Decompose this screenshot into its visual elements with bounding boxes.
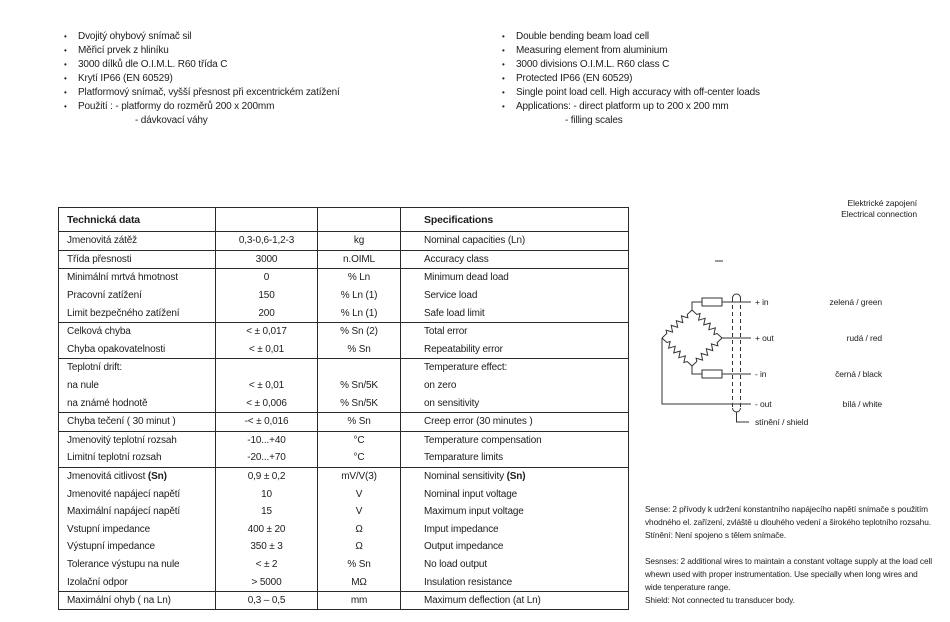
table-cell-spec: Output impedance bbox=[401, 538, 629, 556]
table-cell-spec: on zero bbox=[401, 377, 629, 395]
feature-item bbox=[60, 44, 340, 58]
feature-item bbox=[498, 30, 760, 44]
footnote-cz bbox=[645, 503, 950, 542]
table-row bbox=[59, 322, 629, 340]
bullet-icon: • bbox=[64, 102, 67, 111]
terminal-labels bbox=[755, 297, 809, 427]
bullet-icon: • bbox=[502, 102, 505, 111]
table-cell-unit: V bbox=[318, 503, 401, 521]
table-cell-spec: Maximum input voltage bbox=[401, 503, 629, 521]
table-cell-name: Jmenovitý teplotní rozsah bbox=[59, 431, 216, 449]
feature-item bbox=[60, 58, 340, 72]
table-row bbox=[59, 556, 629, 574]
table-cell-unit: % Ln bbox=[318, 269, 401, 287]
feature-item bbox=[60, 86, 340, 100]
terminal-minus-out: - out bbox=[755, 399, 772, 409]
feature-item-label: Dvojitý ohybový snímač sil bbox=[78, 31, 192, 42]
bullet-icon: • bbox=[502, 88, 505, 97]
table-cell-name: na nule bbox=[67, 380, 99, 392]
table-cell-spec: Nominal sensitivity (Sn) bbox=[401, 467, 629, 485]
table-cell-name: Jmenovitá citlivost (Sn) bbox=[59, 467, 216, 485]
cable-bottom-arc bbox=[733, 408, 741, 412]
feature-list-cz bbox=[60, 30, 340, 128]
table-cell-value: 10 bbox=[216, 485, 318, 503]
table-cell-name: Minimální mrtvá hmotnost bbox=[59, 269, 216, 287]
table-row bbox=[59, 359, 629, 377]
table-cell-name: Celková chyba bbox=[59, 322, 216, 340]
feature-item-label: Platformový snímač, vyšší přesnost při excentrickém zatížení bbox=[78, 87, 340, 98]
table-header-specifications: Specifications bbox=[401, 208, 629, 232]
table-cell-value: 0,3 – 0,5 bbox=[216, 591, 318, 610]
table-cell-spec: on sensitivity bbox=[401, 394, 629, 412]
feature-item-label: Double bending beam load cell bbox=[516, 31, 649, 42]
footnotes bbox=[645, 503, 950, 607]
table-cell-name: Vstupní impedance bbox=[67, 523, 151, 535]
table-row bbox=[59, 287, 629, 305]
bridge-resistor-top-right bbox=[692, 310, 722, 338]
table-cell-name: Teplotní drift: bbox=[59, 359, 216, 377]
table-cell-spec: Nominal input voltage bbox=[401, 485, 629, 503]
table-cell-unit: % Ln (1) bbox=[318, 304, 401, 322]
table-cell-value: < ± 0,01 bbox=[216, 377, 318, 395]
note-line: wide tenperature range. bbox=[645, 582, 731, 592]
table-cell-spec: Accuracy class bbox=[401, 250, 629, 269]
feature-item bbox=[60, 114, 340, 128]
table-header-values-empty bbox=[216, 208, 318, 232]
table-row bbox=[59, 573, 629, 591]
note-line: Sense: 2 přívody k udržení konstantního napájecího napětí snímače s použitím bbox=[645, 504, 928, 514]
table-cell-name: Izolační odpor bbox=[67, 576, 128, 588]
table-cell-spec: Insulation resistance bbox=[401, 573, 629, 591]
table-cell-value: 0,3-0,6-1,2-3 bbox=[216, 232, 318, 251]
table-cell-spec: Temparature limits bbox=[401, 449, 629, 467]
connection-title-en: Electrical connection bbox=[841, 209, 917, 219]
feature-item-label: Použití : - platformy do rozměrů 200 x 200mm bbox=[78, 101, 275, 112]
wire-color-black: černá / black bbox=[835, 369, 882, 379]
feature-item bbox=[498, 86, 760, 100]
table-cell-value: 15 bbox=[216, 503, 318, 521]
bullet-icon: • bbox=[502, 60, 505, 69]
table-cell-unit: Ω bbox=[318, 538, 401, 556]
table-cell-unit: °C bbox=[318, 431, 401, 449]
table-cell-value: 0,9 ± 0,2 bbox=[216, 467, 318, 485]
feature-item bbox=[498, 72, 760, 86]
table-cell-spec: Minimum dead load bbox=[401, 269, 629, 287]
table-cell-spec: Temperature compensation bbox=[401, 431, 629, 449]
bullet-icon: • bbox=[502, 74, 505, 83]
table-cell-value: 3000 bbox=[216, 250, 318, 269]
table-cell-name: Jmenovitá zátěž bbox=[59, 232, 216, 251]
table-cell-spec: Imput impedance bbox=[401, 521, 629, 539]
feature-item bbox=[498, 44, 760, 58]
table-cell-spec: Total error bbox=[401, 322, 629, 340]
feature-item bbox=[498, 114, 760, 128]
table-cell-unit: % Sn bbox=[318, 341, 401, 359]
note-line: whewn used with proper instrumentation. Use specially when long wires and bbox=[645, 569, 918, 579]
wire-color-red: rudá / red bbox=[846, 333, 882, 343]
table-cell-value: 200 bbox=[216, 304, 318, 322]
table-cell-name: Třída přesnosti bbox=[59, 250, 216, 269]
table-cell-value: < ± 0,01 bbox=[216, 341, 318, 359]
feature-item-label: - filling scales bbox=[565, 115, 623, 126]
bridge-resistor-bottom-right bbox=[692, 338, 722, 366]
bullet-icon: • bbox=[502, 32, 505, 41]
table-cell-spec: Maximum deflection (at Ln) bbox=[401, 591, 629, 610]
bridge-resistor-top-left bbox=[662, 310, 692, 338]
feature-item bbox=[60, 30, 340, 44]
compensation-resistor-bottom bbox=[702, 370, 722, 378]
feature-item-label: 3000 dílků dle O.I.M.L. R60 třída C bbox=[78, 59, 228, 70]
table-cell-name: Limit bezpečného zatížení bbox=[67, 307, 180, 319]
table-cell-unit: % Sn bbox=[318, 556, 401, 574]
feature-item bbox=[60, 72, 340, 86]
table-cell-name: Výstupní impedance bbox=[67, 541, 155, 553]
terminal-minus-in: - in bbox=[755, 369, 767, 379]
terminal-shield: stínění / shield bbox=[755, 417, 809, 427]
table-cell-value: -20...+70 bbox=[216, 449, 318, 467]
table-row bbox=[59, 412, 629, 431]
feature-item-label: Protected IP66 (EN 60529) bbox=[516, 73, 633, 84]
feature-item bbox=[498, 58, 760, 72]
table-cell-unit: Ω bbox=[318, 521, 401, 539]
table-header-units-empty bbox=[318, 208, 401, 232]
connection-title-cz: Elektrické zapojení bbox=[847, 198, 917, 208]
table-cell-spec: Safe load limit bbox=[401, 304, 629, 322]
table-row bbox=[59, 341, 629, 359]
cable-top-arc bbox=[733, 294, 741, 298]
table-cell-unit: mm bbox=[318, 591, 401, 610]
table-cell-spec: Nominal capacities (Ln) bbox=[401, 232, 629, 251]
table-cell-name: Jmenovité napájecí napětí bbox=[67, 488, 180, 500]
wire-shield bbox=[737, 412, 750, 422]
bullet-icon: • bbox=[64, 88, 67, 97]
table-cell-spec: No load output bbox=[401, 556, 629, 574]
table-cell-value: < ± 2 bbox=[216, 556, 318, 574]
feature-item-label: 3000 divisions O.I.M.L. R60 class C bbox=[516, 59, 670, 70]
terminal-plus-in: + in bbox=[755, 297, 769, 307]
table-row bbox=[59, 449, 629, 467]
table-row bbox=[59, 503, 629, 521]
table-cell-value: 150 bbox=[216, 287, 318, 305]
wiring-diagram bbox=[645, 250, 945, 435]
connection-title bbox=[841, 198, 917, 220]
bullet-icon: • bbox=[64, 74, 67, 83]
table-row bbox=[59, 269, 629, 287]
bridge-resistor-bottom-left bbox=[662, 338, 692, 366]
table-cell-spec: Repeatability error bbox=[401, 341, 629, 359]
table-cell-unit: V bbox=[318, 485, 401, 503]
table-cell-unit bbox=[318, 359, 401, 377]
table-cell-value bbox=[216, 359, 318, 377]
feature-item-label: - dávkovací váhy bbox=[135, 115, 208, 126]
table-cell-name: Tolerance výstupu na nule bbox=[67, 558, 180, 570]
bridge-circuit bbox=[662, 261, 751, 422]
table-cell-value: -< ± 0,016 bbox=[216, 412, 318, 431]
table-cell-name: Maximální napájecí napětí bbox=[67, 506, 180, 518]
bullet-icon: • bbox=[502, 46, 505, 55]
table-cell-value: < ± 0,017 bbox=[216, 322, 318, 340]
table-row bbox=[59, 394, 629, 412]
table-header-row bbox=[59, 208, 629, 232]
table-cell-spec: Service load bbox=[401, 287, 629, 305]
table-cell-spec: Creep error (30 minutes ) bbox=[401, 412, 629, 431]
table-cell-name: na známé hodnotě bbox=[67, 397, 148, 409]
wire-color-labels bbox=[830, 297, 883, 409]
feature-item-label: Měřicí prvek z hliníku bbox=[78, 45, 169, 56]
feature-item-label: Single point load cell. High accuracy with off-center loads bbox=[516, 87, 760, 98]
feature-item-label: Measuring element from aluminium bbox=[516, 45, 668, 56]
table-cell-unit: % Sn/5K bbox=[318, 394, 401, 412]
table-row bbox=[59, 232, 629, 251]
table-row bbox=[59, 377, 629, 395]
bullet-icon: • bbox=[64, 32, 67, 41]
table-cell-unit: °C bbox=[318, 449, 401, 467]
bullet-icon: • bbox=[64, 46, 67, 55]
note-line: Sesnses: 2 additional wires to maintain a constant voltage supply at the load cell bbox=[645, 556, 932, 566]
table-cell-value: -10...+40 bbox=[216, 431, 318, 449]
table-cell-name: Pracovní zatížení bbox=[67, 290, 142, 302]
bullet-icon: • bbox=[64, 60, 67, 69]
note-line: vhodného el. zařízení, zvláště u dlouhého vedení a širokého teplotního rozsahu. bbox=[645, 517, 931, 527]
spec-table bbox=[58, 207, 629, 610]
terminal-plus-out: + out bbox=[755, 333, 774, 343]
table-cell-value: 0 bbox=[216, 269, 318, 287]
wire-color-green: zelená / green bbox=[829, 297, 882, 307]
table-cell-unit: n.OIML bbox=[318, 250, 401, 269]
note-line: Shield: Not connected tu transducer body. bbox=[645, 595, 795, 605]
table-row bbox=[59, 521, 629, 539]
footnote-en bbox=[645, 555, 950, 607]
table-cell-name: Limitní teplotní rozsah bbox=[67, 452, 162, 464]
table-cell-unit: kg bbox=[318, 232, 401, 251]
table-cell-value: < ± 0,006 bbox=[216, 394, 318, 412]
table-cell-unit: % Sn/5K bbox=[318, 377, 401, 395]
wire-color-white: bílá / white bbox=[842, 399, 882, 409]
table-row bbox=[59, 467, 629, 485]
spec-table-body bbox=[59, 232, 629, 610]
note-line: Stínění: Není spojeno s tělem snímače. bbox=[645, 530, 787, 540]
compensation-resistor-top bbox=[702, 298, 722, 306]
footnote-gap bbox=[645, 542, 950, 555]
feature-list-en bbox=[498, 30, 760, 128]
feature-item bbox=[60, 100, 340, 114]
table-cell-name: Chyba tečení ( 30 minut ) bbox=[59, 412, 216, 431]
table-row bbox=[59, 431, 629, 449]
table-cell-unit: mV/V(3) bbox=[318, 467, 401, 485]
feature-item bbox=[498, 100, 760, 114]
table-cell-name: Chyba opakovatelnosti bbox=[67, 343, 166, 355]
table-header-technicka-data: Technická data bbox=[67, 213, 140, 226]
table-cell-unit: % Ln (1) bbox=[318, 287, 401, 305]
table-cell-spec: Temperature effect: bbox=[401, 359, 629, 377]
table-row bbox=[59, 591, 629, 610]
table-cell-value: > 5000 bbox=[216, 573, 318, 591]
table-row bbox=[59, 485, 629, 503]
table-cell-value: 350 ± 3 bbox=[216, 538, 318, 556]
table-cell-value: 400 ± 20 bbox=[216, 521, 318, 539]
table-row bbox=[59, 538, 629, 556]
table-cell-unit: % Sn (2) bbox=[318, 322, 401, 340]
table-cell-unit: % Sn bbox=[318, 412, 401, 431]
table-row bbox=[59, 250, 629, 269]
feature-item-label: Applications: - direct platform up to 200 x 200 mm bbox=[516, 101, 729, 112]
table-cell-name: Maximální ohyb ( na Ln) bbox=[59, 591, 216, 610]
table-cell-unit: MΩ bbox=[318, 573, 401, 591]
feature-item-label: Krytí IP66 (EN 60529) bbox=[78, 73, 173, 84]
table-row bbox=[59, 304, 629, 322]
